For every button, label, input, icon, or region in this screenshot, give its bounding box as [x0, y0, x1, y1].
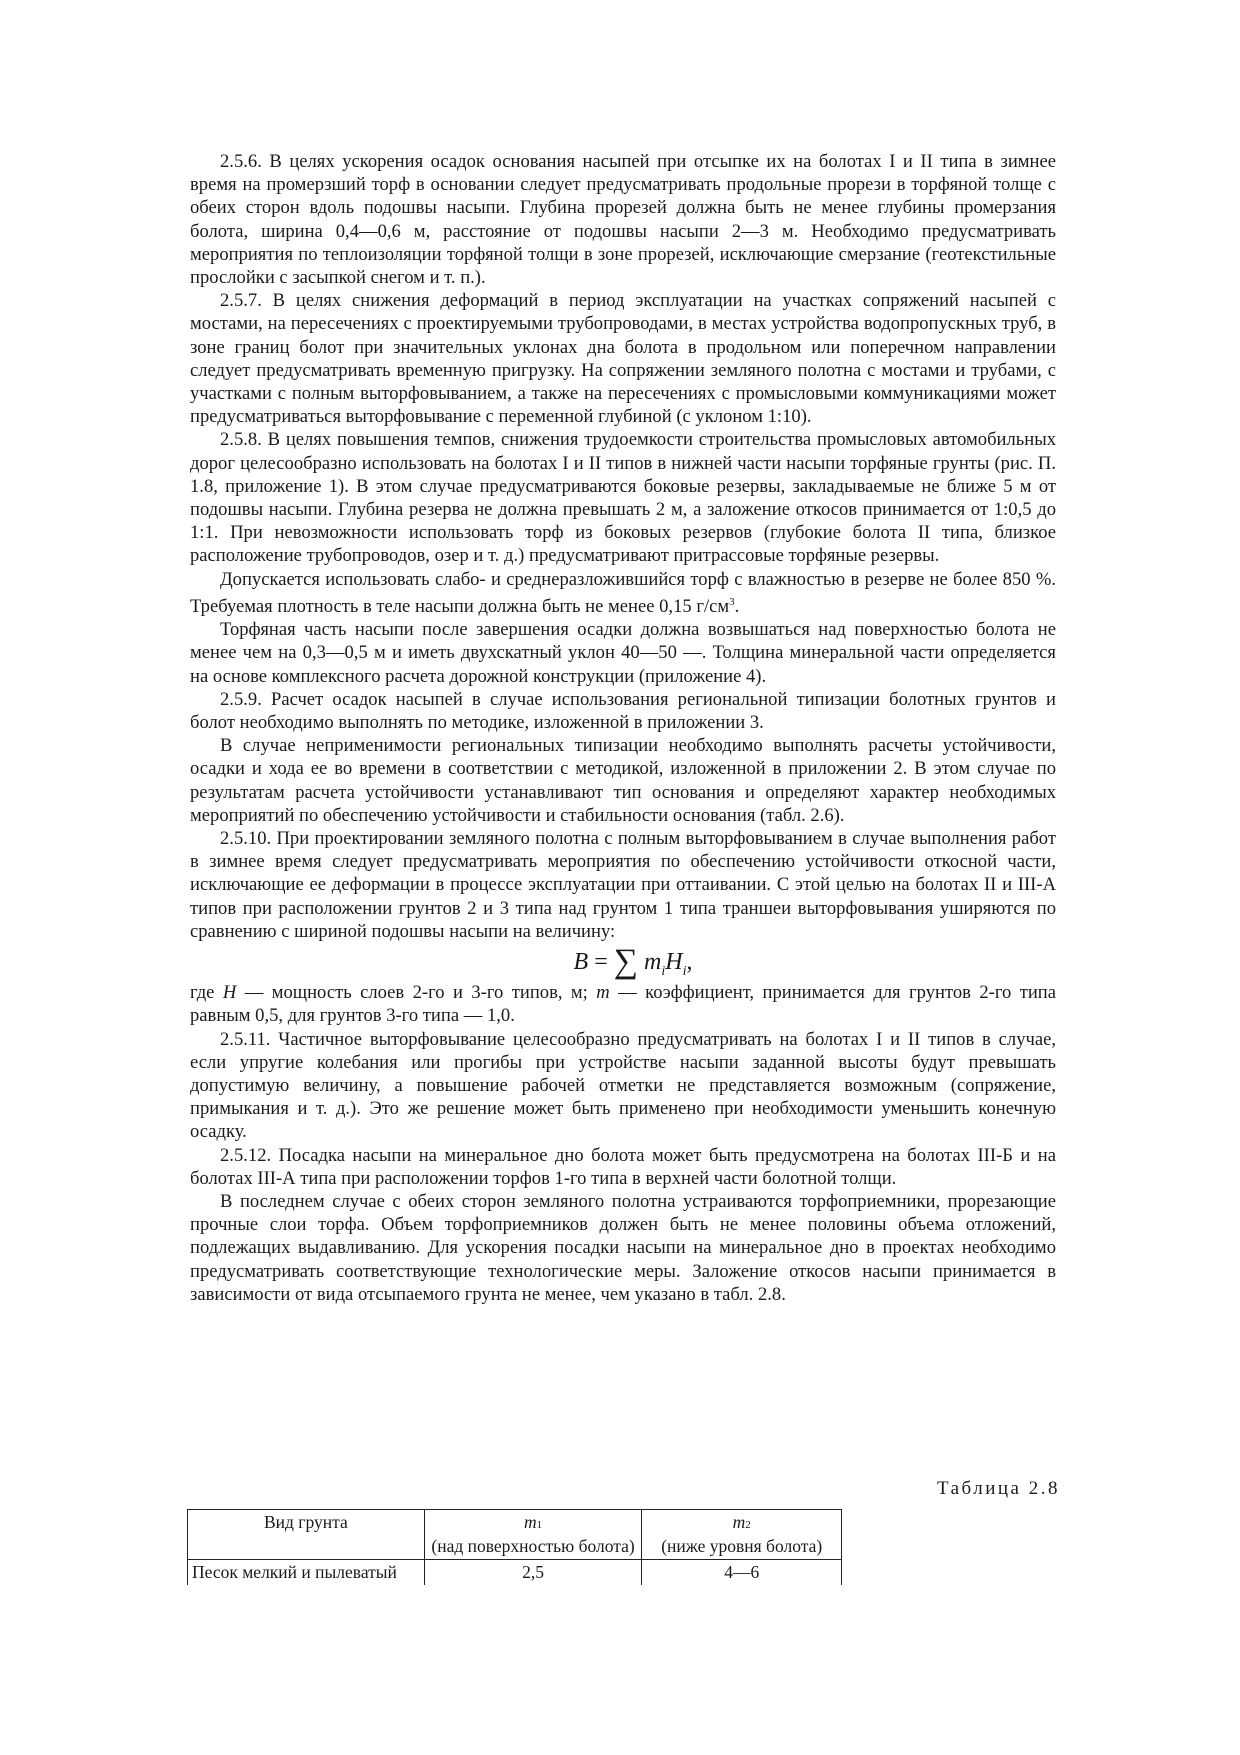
paragraph-2-5-12: 2.5.12. Посадка насыпи на минеральное дно болота может быть предусмотрена на болотах III-Б и на болотах III-А типа при расположении торфов 1-го типа в верхней части болотной толщи.	[190, 1144, 1056, 1189]
paragraph-allowed-peat-text: Допускается использовать слабо- и среднеразложившийся торф с влажностью в резерве не более 850 %. Требуемая плотность в теле насыпи должна быть не менее 0,15 г/см	[190, 568, 1056, 618]
where-var-m: m	[596, 982, 610, 1004]
header-soil-type	[188, 1510, 425, 1560]
sum-symbol: ∑	[613, 943, 638, 981]
paragraph-2-5-6: 2.5.6. В целях ускорения осадок основания насыпей при отсыпке их на болотах I и II типа в зимнее время на промерзший торф в основании следует предусматривать продольные прорези в торфяной толще с обеих сторон вдоль подошвы насыпи. Глубина прорезей должна быть не менее глубины промерзания болота, ширина 0,4—0,6 м, расстояние от подошвы насыпи 2—3 м. Необходимо предусматривать мероприятия по теплоизоляции торфяной толщи в зоне прорезей, исключающие смерзание (геотекстильные прослойки с засыпкой снегом и т. п.).	[190, 151, 1056, 289]
header-m1-note: (над поверхностью болота)	[431, 1536, 635, 1556]
table-caption: Таблица 2.8	[936, 1478, 1060, 1499]
cell-soil: Песок мелкий и пылеватый	[188, 1560, 425, 1586]
paragraph-peat-part: Торфяная часть насыпи после завершения осадки должна возвышаться над поверхностью болота не менее чем на 0,3—0,5 м и иметь двухскатный уклон 40—50 —. Толщина минеральной части определяется на основе комплексного расчета дорожной конструкции (приложение 4).	[190, 619, 1056, 687]
table-2-8	[187, 1509, 842, 1585]
header-m2-var: m	[732, 1512, 746, 1532]
paragraph-2-5-10: 2.5.10. При проектировании земляного полотна с полным выторфовыванием в случае выполнения работ в зимнее время следует предусматривать мероприятия по обеспечению устойчивости откосной части, исключающие ее деформации в процессе эксплуатации при оттаивании. С этой целью на болотах II и III-А типов при расположении грунтов 2 и 3 типа над грунтом 1 типа траншеи выторфовывания уширяются по сравнению с шириной подошвы насыпи на величину:	[190, 828, 1056, 942]
formula-tail: ,	[686, 949, 693, 976]
paragraph-2-5-11: 2.5.11. Частичное выторфовывание целесообразно предусматривать на болотах I и II типов в случае, если упругие колебания или прогибы при устройстве насыпи заданной высоты будут превышать допустимую величину, а повышение рабочей отметки не представляется возможным (сопряжение, примыкания и т. д.). Это же решение может быть применено при необходимости уменьшить конечную осадку.	[190, 1028, 1056, 1143]
where-text-3: — коэффициент, принимается для грунтов 2-го типа равным 0,5, для грунтов 3-го типа — 1,0.	[190, 982, 1056, 1027]
formula-m-sub: i	[661, 963, 666, 979]
header-m1	[424, 1510, 642, 1560]
where-text-1: где	[190, 982, 223, 1004]
cell-m2: 4—6	[642, 1560, 842, 1586]
header-m1-var: m	[523, 1512, 537, 1532]
formula-lhs: B	[573, 949, 589, 976]
paragraph-allowed-peat	[190, 568, 1056, 619]
formula-h-sub: i	[682, 963, 687, 979]
document-body	[190, 150, 1056, 1306]
paragraph-2-5-7: 2.5.7. В целях снижения деформаций в период эксплуатации на участках сопряжений насыпей с мостами, на пересечениях с проектируемыми трубопроводами, в местах устройства водопропускных труб, в зоне границ болот при значительных уклонах дна болота в продольном или поперечном направлении следует предусматривать временную пригрузку. На сопряжении земляного полотна с мостами и трубами, с участками с полным выторфовыванием, а также на пересечениях с промысловыми коммуникациями может предусматриваться выторфовывание с переменной глубиной (с уклоном 1:10).	[190, 290, 1056, 428]
header-m2-note: (ниже уровня болота)	[661, 1536, 823, 1556]
paragraph-where	[190, 981, 1056, 1027]
table-header-row	[188, 1510, 842, 1560]
paragraph-torfopriemniki: В последнем случае с обеих сторон земляного полотна устраиваются торфоприемники, прорезающие прочные слои торфа. Объем торфоприемников должен быть не менее половины объема отложений, подлежащих выдавливанию. Для ускорения посадки насыпи на минеральное дно в проектах необходимо предусматривать соответствующие технологические меры. Заложение откосов насыпи принимается в зависимости от вида отсыпаемого грунта не менее, чем указано в табл. 2.8.	[190, 1190, 1056, 1305]
formula-m: m	[644, 949, 662, 976]
where-var-h: H	[222, 982, 237, 1004]
header-m2	[642, 1510, 842, 1560]
paragraph-2-5-9: 2.5.9. Расчет осадок насыпей в случае использования региональной типизации болотных грунтов и болот необходимо выполнять по методике, изложенной в приложении 3.	[190, 688, 1056, 734]
where-text-2: — мощность слоев 2-го и 3-го типов, м;	[236, 982, 597, 1004]
paragraph-allowed-peat-end: .	[734, 596, 740, 618]
header-m1-sub: 1	[536, 1519, 543, 1531]
paragraph-2-5-8: 2.5.8. В целях повышения темпов, снижения трудоемкости строительства промысловых автомобильных дорог целесообразно использовать на болотах I и II типов в нижней части насыпи торфяные грунты (рис. П. 1.8, приложение 1). В этом случае предусматриваются боковые резервы, закладываемые не ближе 5 м от подошвы насыпи. Глубина резерва не должна превышать 2 м, а заложение откосов принимается от 1:0,5 до 1:1. При невозможности использовать торф из боковых резервов (глубокие болота II типа, близкое расположение трубопроводов, озер и т. д.) предусматривают притрассовые торфяные резервы.	[190, 429, 1056, 567]
paragraph-inapplicability: В случае неприменимости региональных типизации необходимо выполнять расчеты устойчивости, осадки и хода ее во времени в соответствии с методикой, изложенной в приложении 2. В этом случае по результатам расчета устойчивости устанавливают тип основания и определяют характер необходимых мероприятий по обеспечению устойчивости и стабильности основания (табл. 2.6).	[190, 735, 1056, 826]
header-soil-type-label: Вид грунта	[263, 1512, 348, 1532]
cell-m1: 2,5	[424, 1560, 642, 1586]
superscript-3: 3	[729, 595, 735, 608]
formula-width	[190, 943, 1056, 981]
header-m2-sub: 2	[745, 1519, 751, 1531]
formula-eq: =	[594, 949, 608, 976]
formula-h: H	[665, 949, 683, 976]
table-row	[188, 1560, 842, 1586]
